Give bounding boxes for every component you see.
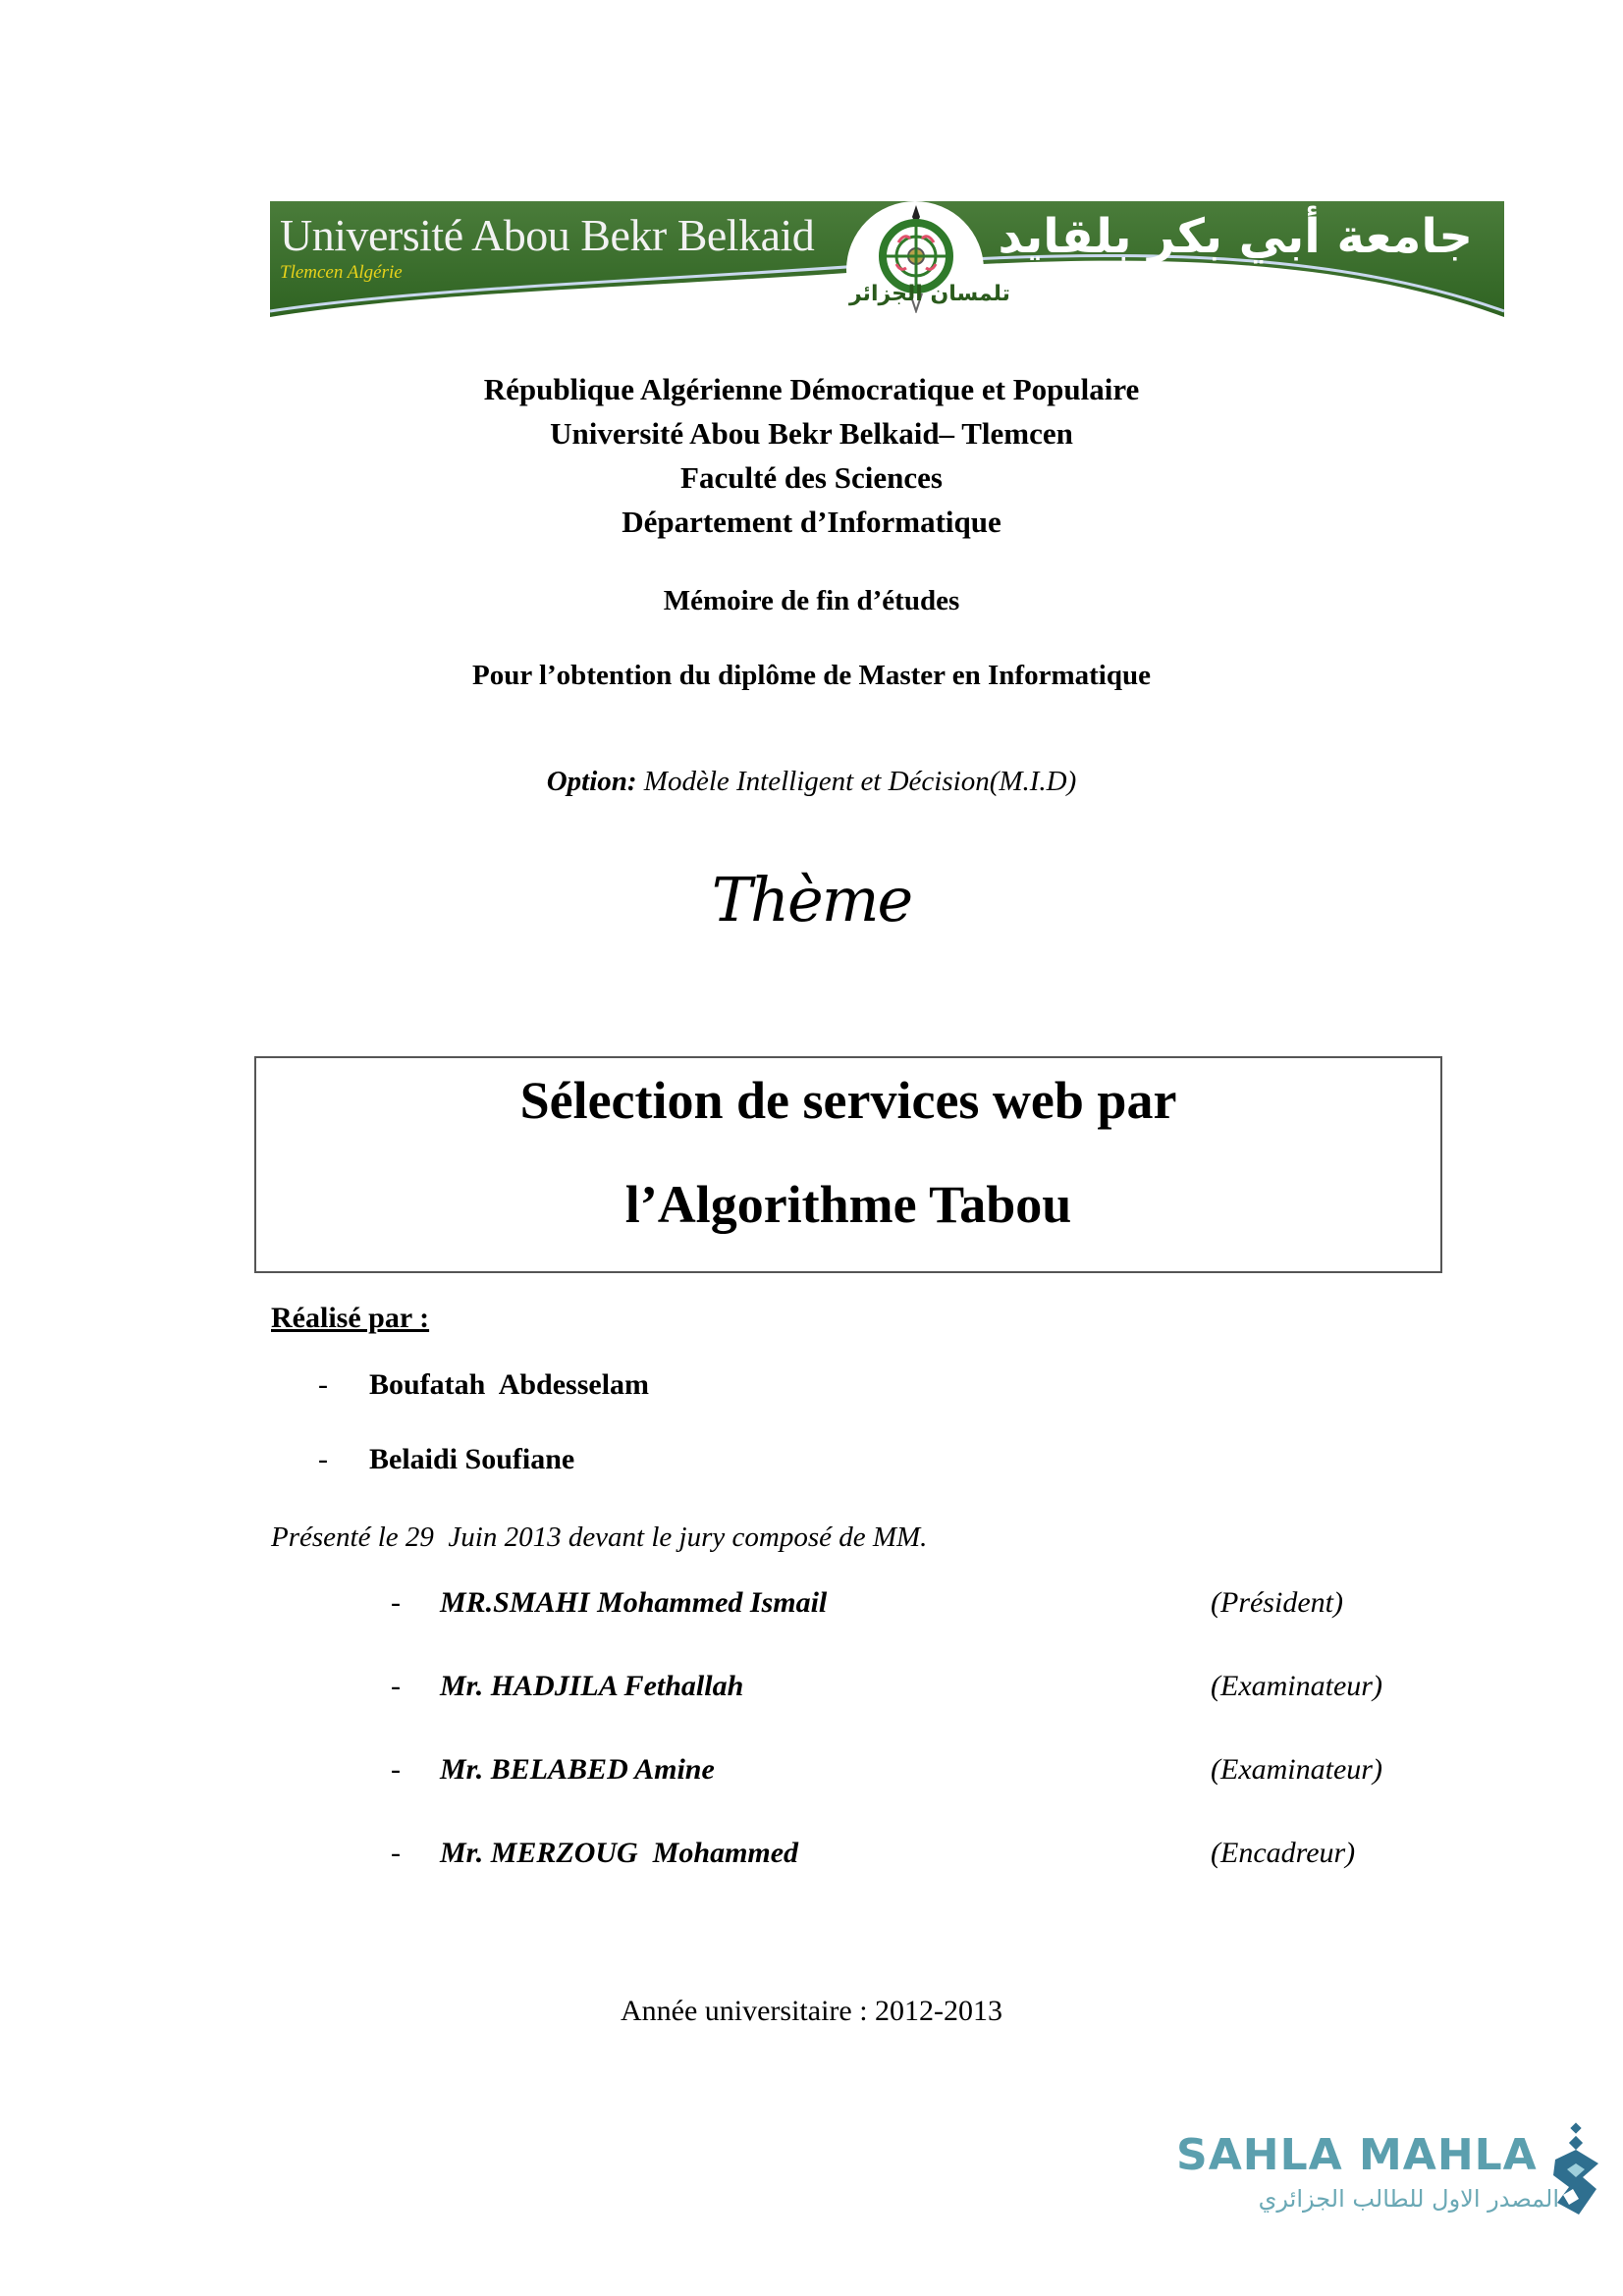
- jury-member: [391, 1670, 1451, 1709]
- list-dash: -: [391, 1753, 401, 1786]
- option-label: Option:: [546, 766, 637, 797]
- list-dash: -: [318, 1443, 328, 1475]
- institution-header: [0, 367, 1623, 544]
- jury-member: [391, 1586, 1451, 1626]
- list-dash: -: [391, 1837, 401, 1869]
- jury-name: Mr. HADJILA Fethallah: [440, 1670, 744, 1702]
- jury-role: (Président): [1211, 1586, 1343, 1619]
- header-department: Département d’Informatique: [622, 505, 1001, 539]
- jury-role: (Encadreur): [1211, 1837, 1356, 1869]
- jury-name: Mr. BELABED Amine: [440, 1753, 715, 1786]
- thesis-title-box: [254, 1056, 1442, 1273]
- header-republic: République Algérienne Démocratique et Populaire: [483, 372, 1140, 406]
- jury-role: (Examinateur): [1211, 1670, 1382, 1702]
- theme-label: Thème: [711, 864, 912, 935]
- university-banner: [270, 201, 1504, 317]
- memoire-purpose: Pour l’obtention du diplôme de Master en Informatique: [472, 660, 1151, 691]
- author-name: Boufatah Abdesselam: [369, 1368, 650, 1401]
- memoire-option: [0, 766, 1623, 798]
- watermark-tagline: المصدر الاول للطالب الجزائري: [1258, 2185, 1559, 2213]
- list-dash: -: [318, 1368, 328, 1401]
- university-location: Tlemcen Algérie: [280, 262, 403, 283]
- jury-name: MR.SMAHI Mohammed Ismail: [440, 1586, 828, 1619]
- thesis-title-line-1: Sélection de services web par: [519, 1071, 1177, 1130]
- header-university: Université Abou Bekr Belkaid– Tlemcen: [550, 416, 1073, 451]
- academic-year: Année universitaire : 2012-2013: [620, 1995, 1003, 2027]
- university-name-fr: Université Abou Bekr Belkaid: [280, 210, 815, 260]
- author-name: Belaidi Soufiane: [369, 1443, 575, 1475]
- list-dash: -: [391, 1586, 401, 1619]
- memoire-type: Mémoire de fin d’études: [663, 585, 960, 616]
- jury-member: [391, 1837, 1451, 1876]
- header-faculty: Faculté des Sciences: [680, 460, 943, 495]
- author-item: [318, 1368, 649, 1402]
- list-dash: -: [391, 1670, 401, 1702]
- thesis-title-line-2: l’Algorithme Tabou: [624, 1175, 1072, 1234]
- watermark-brand: SAHLA MAHLA: [1176, 2130, 1538, 2180]
- jury-member: [391, 1753, 1451, 1792]
- author-item: [318, 1443, 574, 1476]
- option-value: Modèle Intelligent et Décision(M.I.D): [636, 766, 1077, 797]
- university-name-ar: جامعة أبي بكر بلقايد: [998, 209, 1473, 264]
- presentation-statement: Présenté le 29 Juin 2013 devant le jury composé de MM.: [271, 1522, 928, 1553]
- sahla-mahla-watermark: [1176, 2120, 1608, 2228]
- authors-label: Réalisé par :: [271, 1302, 430, 1334]
- calligraphy-logo-icon: [1549, 2120, 1604, 2228]
- emblem-caption-ar: تلمسان الجزائر: [849, 282, 1010, 306]
- jury-role: (Examinateur): [1211, 1753, 1382, 1786]
- jury-name: Mr. MERZOUG Mohammed: [440, 1837, 799, 1869]
